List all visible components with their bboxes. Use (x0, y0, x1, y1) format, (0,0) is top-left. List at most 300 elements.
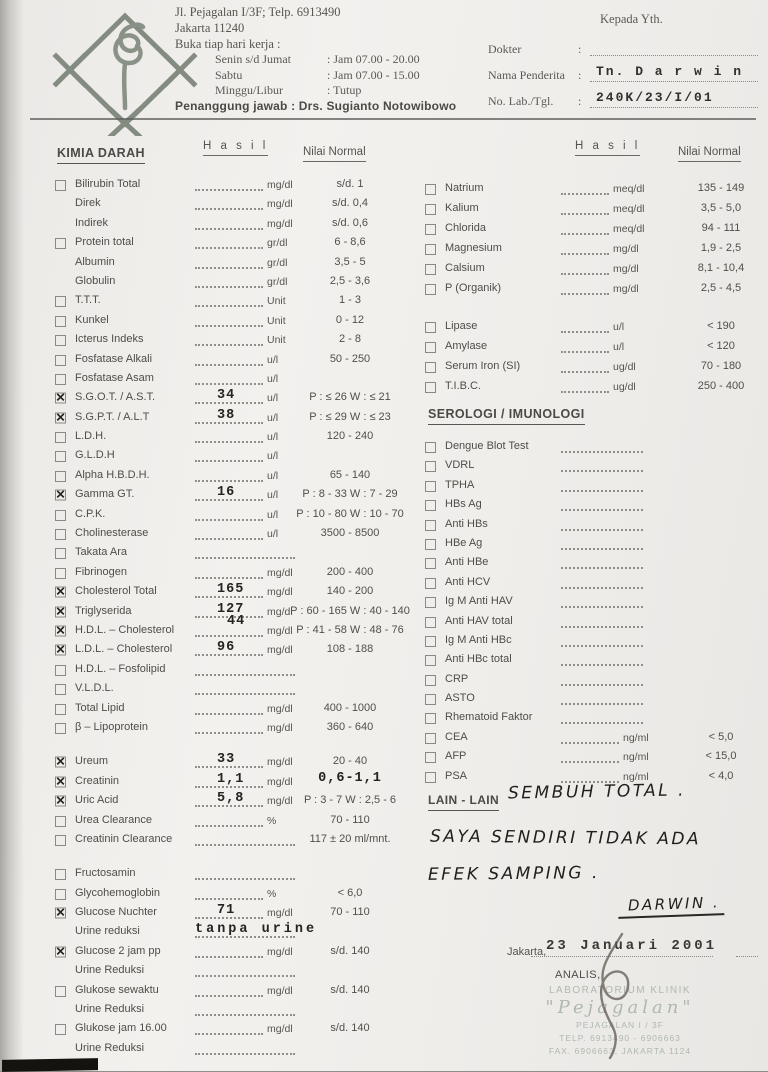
result-line (195, 485, 279, 502)
lab-row (55, 292, 407, 311)
unit-label: meq/dl (613, 183, 645, 195)
scan-edge-shadow (0, 0, 24, 1071)
lab-row (55, 506, 407, 525)
lab-row (55, 719, 407, 738)
normal-value: P : 60 - 165 W : 40 - 140 (290, 604, 410, 617)
unit-label: mg/dl (267, 179, 293, 191)
result-line (195, 430, 278, 443)
lab-row (55, 544, 407, 563)
unit-label: ng/ml (623, 770, 649, 783)
unit-label: ng/ml (623, 731, 649, 744)
lab-row (425, 280, 768, 300)
dotted-leader (195, 833, 295, 846)
result-value: 165 (217, 582, 245, 598)
result-value: 38 (217, 407, 236, 423)
result-line (195, 903, 293, 920)
test-label: Amylase (445, 340, 488, 352)
result-line (561, 320, 624, 333)
test-label: Creatinin (75, 774, 120, 787)
result-value: 127 (217, 601, 245, 617)
lab-row (55, 904, 407, 923)
unit-label: u/l (267, 431, 279, 444)
result-line (195, 372, 278, 385)
lab-row (425, 457, 768, 476)
dotted-leader (195, 964, 295, 977)
test-label: Total Lipid (75, 701, 125, 714)
lab-row (55, 641, 407, 660)
checkbox-icon (55, 889, 66, 900)
checkbox-checked-icon: ✕ (55, 584, 66, 599)
test-label: H.D.L. – Cholesterol (75, 623, 175, 636)
lab-row (425, 516, 768, 535)
checkbox-icon (55, 180, 66, 191)
test-label: Urea Clearance (75, 813, 153, 826)
normal-value: 250 - 400 (697, 380, 745, 392)
lab-row (425, 358, 768, 378)
checkbox-icon (55, 816, 66, 827)
lab-row (55, 943, 407, 962)
unit-label: gr/dl (267, 275, 288, 288)
dotted-leader (561, 576, 643, 589)
result-line (561, 459, 643, 472)
unit-label: u/l (267, 450, 279, 463)
normal-value: 3,5 - 5,0 (700, 202, 742, 214)
result-value: 34 (217, 388, 236, 404)
dotted-leader (561, 537, 643, 550)
electrolyte-table (425, 180, 768, 398)
kimia-darah-table (55, 176, 410, 1059)
normal-value: 70 - 110 (330, 813, 370, 826)
dotted-leader (195, 469, 263, 482)
normal-value: s/d. 140 (330, 983, 370, 996)
scan-corner-artifact (2, 1058, 98, 1072)
test-label: Kunkel (75, 313, 109, 326)
dotted-leader (195, 867, 295, 880)
normal-value: 2 - 8 (338, 333, 361, 346)
result-line (561, 340, 624, 353)
normal-value: 108 - 188 (326, 643, 374, 656)
dotted-leader (195, 1022, 263, 1035)
lab-row (425, 632, 768, 651)
result-line (561, 282, 639, 295)
test-label: Anti HCV (445, 575, 491, 588)
stamp-line: TELP. 6913490 - 6906663 (559, 1033, 681, 1043)
result-value: 1,1 (217, 771, 245, 787)
result-line (195, 407, 279, 424)
result-line (195, 663, 295, 676)
test-label: Anti HAV total (445, 614, 513, 627)
normal-value: 0 - 12 (335, 313, 365, 326)
test-label: Magnesium (445, 242, 502, 254)
unit-label: mg/dl (267, 586, 293, 599)
hours-intro: Buka tiap hari kerja : (175, 37, 281, 51)
checkbox-icon (425, 184, 436, 195)
dotted-leader (195, 314, 263, 327)
result-line (195, 178, 293, 191)
stamp-line: PEJAGALAN I / 3F (576, 1020, 664, 1030)
checkbox-checked-icon: ✕ (55, 410, 66, 425)
test-label: P (Organik) (445, 282, 502, 294)
opening-hours (215, 52, 420, 99)
lab-row (55, 254, 407, 273)
lab-row (55, 564, 407, 583)
result-line (195, 833, 295, 846)
dotted-leader (195, 984, 263, 997)
test-label: Takata Ara (75, 546, 127, 559)
checkbox-icon (55, 451, 66, 462)
normal-value: 70 - 110 (330, 906, 370, 919)
lab-row (55, 1001, 407, 1020)
checkbox-checked-icon: ✕ (55, 774, 66, 789)
result-line (561, 202, 645, 215)
lab-row (55, 273, 407, 292)
test-label: Cholinesterase (75, 527, 149, 540)
normal-value: < 15,0 (705, 750, 737, 763)
lab-row (55, 613, 407, 641)
lab-row (425, 574, 768, 593)
result-line (561, 653, 643, 666)
normal-value: 360 - 640 (326, 720, 374, 733)
lab-row (55, 661, 407, 680)
dotted-leader (195, 814, 263, 827)
test-label: Lipase (445, 320, 478, 332)
lab-row (55, 486, 407, 505)
result-line (561, 750, 649, 763)
checkbox-icon (55, 1024, 66, 1035)
test-label: Icterus Indeks (75, 333, 144, 346)
result-value: 33 (217, 752, 236, 768)
result-line (195, 984, 293, 997)
checkbox-icon (55, 355, 66, 366)
patient-name-value: Tn. D a r w i n (596, 64, 744, 79)
dotted-leader (561, 459, 643, 472)
test-label: Bilirubin Total (75, 178, 141, 190)
result-line (195, 333, 286, 346)
test-label: Indirek (75, 216, 109, 229)
test-label: Chlorida (445, 222, 486, 234)
dotted-leader (195, 682, 295, 695)
checkbox-icon (425, 442, 436, 453)
checkbox-icon (55, 374, 66, 385)
test-label: Dengue Blot Test (445, 440, 529, 452)
lab-row (425, 709, 768, 728)
result-line (561, 595, 643, 608)
test-label: Protein total (75, 236, 134, 249)
serologi-table (425, 438, 768, 787)
checkbox-icon (55, 835, 66, 846)
lab-row (55, 770, 407, 792)
checkbox-icon (425, 578, 436, 589)
stamp-line: LABORATORIUM KLINIK (548, 985, 692, 996)
result-line (561, 673, 643, 686)
unit-label: mg/dl (267, 984, 293, 997)
checkbox-icon (55, 529, 66, 540)
dotted-leader (561, 595, 643, 608)
checkbox-icon (425, 520, 436, 531)
checkbox-icon (425, 342, 436, 353)
dotted-leader (561, 711, 643, 724)
dotted-leader (195, 1042, 295, 1055)
normal-value: 400 - 1000 (323, 701, 377, 714)
unit-label: mg/dl (267, 945, 293, 958)
dotted-leader (195, 663, 295, 676)
lab-row (55, 351, 407, 370)
lab-row (55, 195, 407, 214)
lab-row (425, 220, 768, 240)
unit-label: ng/ml (623, 751, 649, 764)
dotted-line (590, 81, 758, 82)
checkbox-icon (55, 316, 66, 327)
lab-row (425, 554, 768, 573)
test-label: β – Lipoprotein (75, 720, 148, 733)
dotted-leader (195, 178, 263, 191)
normal-value: 6 - 8,6 (334, 236, 366, 249)
test-label: Fosfatase Alkali (75, 352, 153, 365)
dotted-leader (195, 702, 263, 715)
test-label: Kalium (445, 202, 479, 214)
test-label: Natrium (445, 182, 484, 194)
test-label: Urine Reduksi (75, 964, 145, 977)
unit-label: mg/dl (267, 198, 293, 211)
dotted-leader (195, 372, 263, 385)
test-label: TPHA (445, 478, 475, 491)
lab-row (55, 982, 407, 1001)
result-line (195, 217, 293, 230)
result-line (561, 262, 639, 275)
responsible-person: Penanggung jawab : Drs. Sugianto Notowibowo (175, 99, 457, 113)
test-label: Fructosamin (75, 867, 136, 880)
lab-row (55, 792, 407, 811)
lab-row (425, 260, 768, 280)
checkbox-icon (425, 204, 436, 215)
checkbox-icon (55, 568, 66, 579)
lab-row (55, 389, 407, 408)
normal-value: < 5,0 (708, 730, 734, 743)
result-line (195, 236, 287, 249)
unit-label: mg/dl (267, 907, 293, 920)
test-label: Glucose Nuchter (75, 906, 157, 919)
analis-label: ANALIS, (555, 969, 601, 981)
normal-value: 50 - 250 (329, 352, 371, 365)
lab-row (55, 215, 407, 234)
dotted-line (590, 107, 758, 108)
result-line (195, 275, 287, 288)
test-label: S.G.O.T. / A.S.T. (75, 391, 156, 404)
unit-label: u/l (613, 321, 625, 333)
checkbox-checked-icon: ✕ (55, 754, 66, 769)
normal-value: 2,5 - 4,5 (700, 282, 742, 294)
result-line (195, 640, 293, 657)
result-line (195, 613, 293, 637)
lab-row (425, 651, 768, 670)
test-label: PSA (445, 769, 468, 782)
dotted-leader (195, 197, 263, 210)
normal-value: 120 - 240 (326, 430, 374, 443)
test-label: Uric Acid (75, 794, 119, 807)
dotted-leader (195, 236, 263, 249)
unit-label: ug/dl (613, 361, 636, 373)
normal-value: 117 ± 20 ml/mnt. (309, 832, 391, 845)
normal-value: s/d. 0,4 (331, 197, 369, 210)
normal-value: P : ≤ 26 W : ≤ 21 (309, 391, 391, 404)
nama-penderita-field: Nama Penderita : Tn. D a r w i n (488, 66, 760, 88)
dotted-leader (195, 256, 263, 269)
dotted-leader (561, 750, 619, 763)
lab-row (55, 583, 407, 602)
checkbox-icon (55, 296, 66, 307)
typed-date: 23 Januari 2001 (546, 938, 718, 954)
unit-label: u/l (267, 489, 279, 502)
unit-label: mg/dl (267, 795, 293, 808)
test-label: AFP (445, 750, 467, 763)
result-line (195, 256, 287, 269)
checkbox-icon (425, 675, 436, 686)
checkbox-icon (425, 264, 436, 275)
test-label: S.G.P.T. / A.L.T (75, 410, 150, 423)
lab-row (55, 176, 407, 195)
lab-row (425, 240, 768, 260)
result-line (195, 887, 276, 900)
unit-label: mg/dl (267, 644, 293, 657)
test-label: Urine reduksi (75, 925, 140, 938)
lab-number-value: 240K/23/I/01 (596, 90, 714, 105)
result-line (561, 182, 645, 195)
result-line (195, 702, 293, 715)
result-value: tanpa urine (195, 922, 318, 938)
result-line (195, 867, 295, 880)
unit-label: % (267, 814, 277, 827)
unit-label: u/l (267, 392, 279, 405)
result-line (195, 353, 278, 366)
normal-value: 1 - 3 (338, 294, 361, 307)
unit-label: gr/dl (267, 237, 288, 250)
dotted-leader (561, 634, 643, 647)
address-line1: Jl. Pejagalan I/3F; Telp. 6913490 (175, 5, 341, 19)
normal-value: s/d. 1 (336, 178, 364, 190)
dotted-leader (561, 556, 643, 569)
result-line (195, 527, 278, 540)
unit-label: meq/dl (613, 223, 645, 235)
normal-value: 94 - 111 (701, 222, 741, 234)
result-line (561, 479, 643, 492)
checkbox-icon (55, 432, 66, 443)
unit-label: mg/dl (267, 702, 293, 715)
handwritten-signature-name: DARWIN . (618, 893, 725, 919)
normal-value: P : ≤ 29 W : ≤ 23 (309, 410, 391, 423)
checkbox-icon (425, 539, 436, 550)
unit-label: mg/dl (267, 775, 293, 788)
hours-row: Sabtu : Jam 07.00 - 15.00 (215, 67, 420, 82)
dotted-leader (195, 546, 295, 559)
dotted-leader (195, 275, 263, 288)
result-value: 96 (217, 640, 236, 656)
analyst-signature-icon (570, 930, 660, 1065)
handwritten-note-1: SEMBUH TOTAL . (507, 780, 687, 804)
checkbox-icon (55, 335, 66, 346)
dotted-leader (195, 508, 263, 521)
test-label: G.L.D.H (75, 449, 115, 462)
normal-value: < 190 (707, 320, 735, 332)
unit-label: mg/dl (613, 243, 639, 255)
lab-row (425, 690, 768, 709)
test-label: Gamma GT. (75, 488, 135, 501)
unit-label: mg/dl (613, 283, 639, 295)
result-line (195, 721, 293, 734)
hours-row: Senin s/d Jumat : Jam 07.00 - 20.00 (215, 52, 420, 66)
dotted-leader (195, 353, 263, 366)
result-line (195, 752, 293, 769)
normal-value: < 4,0 (708, 769, 734, 782)
dotted-leader (561, 673, 643, 686)
dotted-leader (561, 262, 609, 275)
unit-label: mg/dl (267, 624, 293, 637)
dotted-leader (195, 217, 263, 230)
lab-row (425, 180, 768, 200)
result-line (561, 498, 643, 511)
result-line (195, 469, 278, 482)
normal-value: P : 8 - 33 W : 7 - 29 (302, 488, 398, 501)
unit-label: ug/dl (613, 381, 636, 393)
dotted-leader (561, 440, 643, 453)
normal-value: < 120 (707, 340, 735, 352)
dotted-leader (561, 182, 609, 195)
checkbox-icon (425, 597, 436, 608)
checkbox-icon (425, 322, 436, 333)
unit-label: Unit (267, 314, 286, 327)
lain-lain-title: LAIN - LAIN (428, 793, 499, 811)
normal-value: < 6,0 (337, 886, 363, 899)
lab-row (55, 331, 407, 350)
lab-row (55, 525, 407, 544)
checkbox-icon (425, 772, 436, 783)
test-label: Anti HBe (445, 556, 489, 569)
stamp-line: FAX. 6906663, JAKARTA 1124 (548, 1046, 692, 1056)
unit-label: u/l (267, 528, 279, 541)
test-label: HBe Ag (445, 536, 483, 549)
checkbox-icon (55, 684, 66, 695)
result-line (195, 566, 293, 579)
dotted-leader (561, 202, 609, 215)
handwritten-note-3: EFEK SAMPING . (427, 863, 600, 885)
test-label: V.L.D.L. (75, 682, 114, 695)
lab-row (425, 729, 768, 748)
normal-value: 1,9 - 2,5 (700, 242, 742, 254)
normal-value: s/d. 140 (330, 944, 370, 957)
result-line (561, 615, 643, 628)
test-label: Anti HBs (445, 517, 488, 530)
dotted-leader (561, 242, 609, 255)
result-line (561, 556, 643, 569)
test-label: Serum Iron (SI) (445, 360, 521, 372)
lab-row (55, 923, 407, 942)
clinic-address (175, 4, 341, 52)
header-divider (30, 118, 756, 120)
result-value: 16 (217, 485, 236, 501)
test-label: CRP (445, 672, 469, 685)
unit-label: mg/dl (267, 1023, 293, 1036)
dotted-leader (561, 518, 643, 531)
test-label: Glukose jam 16.00 (75, 1022, 167, 1035)
dotted-leader (561, 222, 609, 235)
lab-row (55, 812, 407, 831)
dotted-leader (561, 380, 609, 393)
lab-row (425, 477, 768, 496)
lab-row (425, 378, 768, 398)
lab-row (425, 748, 768, 767)
test-label: L.D.H. (75, 430, 107, 443)
lab-row (425, 496, 768, 515)
dotted-leader (561, 340, 609, 353)
